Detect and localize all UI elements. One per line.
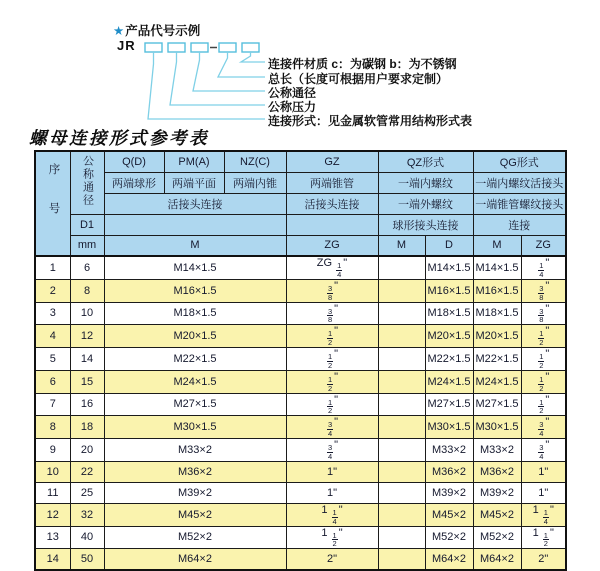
cell-qz-d: M64×2 bbox=[425, 549, 473, 570]
header-conn: 连接 bbox=[473, 214, 566, 235]
cell-mm: 50 bbox=[70, 549, 104, 570]
cell-m: M18×1.5 bbox=[104, 302, 286, 325]
table-row bbox=[35, 482, 566, 503]
cell-mm: 10 bbox=[70, 302, 104, 325]
cell-qz-m bbox=[378, 348, 425, 371]
cell-qg-m: M22×1.5 bbox=[473, 348, 521, 371]
cell-qz-d: M45×2 bbox=[425, 503, 473, 526]
header-m-qz: M bbox=[378, 235, 425, 256]
cell-qg-m: M27×1.5 bbox=[473, 393, 521, 416]
cell-gz-zg: $\frac{1}{2}$ " bbox=[286, 370, 378, 393]
code-box-4 bbox=[219, 43, 236, 52]
header-d-qz: D bbox=[425, 235, 473, 256]
table-row bbox=[35, 393, 566, 416]
cell-seq: 8 bbox=[35, 416, 70, 439]
cell-qz-m bbox=[378, 526, 425, 549]
cell-qg-zg: $\frac{3}{8}$ " bbox=[521, 302, 566, 325]
cell-qg-zg: 1" bbox=[521, 482, 566, 503]
table-row bbox=[35, 256, 566, 279]
code-box-1 bbox=[145, 43, 162, 52]
callout-label-pressure: 公称压力 bbox=[268, 100, 317, 114]
header-nz: NZ(C) bbox=[224, 151, 286, 172]
cell-qg-m: M64×2 bbox=[473, 549, 521, 570]
header-m-main: M bbox=[104, 235, 286, 256]
cell-mm: 8 bbox=[70, 279, 104, 302]
cell-m: M52×2 bbox=[104, 526, 286, 549]
diagram-title bbox=[113, 21, 200, 39]
table-row bbox=[35, 439, 566, 462]
cell-qg-zg: $\frac{1}{2}$ " bbox=[521, 370, 566, 393]
table-row bbox=[35, 302, 566, 325]
header-q-desc: 两端球形 bbox=[104, 172, 164, 193]
cell-gz-zg: $\frac{1}{2}$ " bbox=[286, 325, 378, 348]
cell-qg-m: M52×2 bbox=[473, 526, 521, 549]
cell-qg-zg: $\frac{3}{4}$ " bbox=[521, 416, 566, 439]
cell-m: M33×2 bbox=[104, 439, 286, 462]
code-box-3 bbox=[191, 43, 208, 52]
cell-qg-zg: $\frac{3}{8}$ " bbox=[521, 279, 566, 302]
header-diameter: 公称通径 bbox=[70, 151, 104, 214]
code-box-5 bbox=[242, 43, 259, 52]
cell-qz-m bbox=[378, 393, 425, 416]
header-mm: mm bbox=[70, 235, 104, 256]
cell-seq: 11 bbox=[35, 482, 70, 503]
cell-m: M36×2 bbox=[104, 461, 286, 482]
cell-m: M39×2 bbox=[104, 482, 286, 503]
header-union-conn: 活接头连接 bbox=[104, 193, 286, 214]
cell-qz-m bbox=[378, 503, 425, 526]
cell-mm: 6 bbox=[70, 256, 104, 279]
callout-label-diameter: 公称通径 bbox=[268, 86, 317, 100]
header-qz-desc2: 一端外螺纹 bbox=[378, 193, 473, 214]
cell-qg-m: M24×1.5 bbox=[473, 370, 521, 393]
header-zg-gz: ZG bbox=[286, 235, 378, 256]
cell-m: M20×1.5 bbox=[104, 325, 286, 348]
cell-qz-m bbox=[378, 370, 425, 393]
cell-qz-d: M36×2 bbox=[425, 461, 473, 482]
cell-qz-d: M20×1.5 bbox=[425, 325, 473, 348]
header-ball-conn: 球形接头连接 bbox=[378, 214, 473, 235]
cell-mm: 15 bbox=[70, 370, 104, 393]
cell-seq: 12 bbox=[35, 503, 70, 526]
cell-seq: 7 bbox=[35, 393, 70, 416]
cell-qz-m bbox=[378, 256, 425, 279]
callout-label-length: 总长（长度可根据用户要求定制） bbox=[268, 72, 449, 86]
table-row bbox=[35, 461, 566, 482]
header-d1: D1 bbox=[70, 214, 104, 235]
callout-label-material: 连接件材质 c：为碳钢 b：为不锈钢 bbox=[268, 57, 457, 71]
table-title: 螺母连接形式参考表 bbox=[29, 129, 209, 149]
cell-qz-m bbox=[378, 439, 425, 462]
cell-qz-m bbox=[378, 416, 425, 439]
cell-qg-zg: 1" bbox=[521, 461, 566, 482]
cell-gz-zg: $\frac{3}{8}$ " bbox=[286, 302, 378, 325]
cell-qz-d: M33×2 bbox=[425, 439, 473, 462]
table-row bbox=[35, 325, 566, 348]
cell-gz-zg: ZG $\frac{1}{4}$ " bbox=[286, 256, 378, 279]
cell-mm: 25 bbox=[70, 482, 104, 503]
cell-seq: 9 bbox=[35, 439, 70, 462]
cell-gz-zg: $\frac{3}{4}$ " bbox=[286, 416, 378, 439]
cell-qg-zg: $\frac{3}{4}$ " bbox=[521, 439, 566, 462]
header-spacer-left bbox=[104, 214, 286, 235]
cell-qg-m: M14×1.5 bbox=[473, 256, 521, 279]
cell-qg-m: M20×1.5 bbox=[473, 325, 521, 348]
header-zg-qg: ZG bbox=[521, 235, 566, 256]
cell-seq: 4 bbox=[35, 325, 70, 348]
cell-m: M45×2 bbox=[104, 503, 286, 526]
cell-qz-d: M22×1.5 bbox=[425, 348, 473, 371]
cell-seq: 14 bbox=[35, 549, 70, 570]
cell-qz-m bbox=[378, 461, 425, 482]
cell-m: M14×1.5 bbox=[104, 256, 286, 279]
callout-line-diameter bbox=[193, 52, 265, 91]
cell-gz-zg: $\frac{3}{8}$ " bbox=[286, 279, 378, 302]
cell-gz-zg: 1 $\frac{1}{2}$ " bbox=[286, 526, 378, 549]
cell-mm: 40 bbox=[70, 526, 104, 549]
nut-connection-table bbox=[34, 150, 567, 571]
cell-qg-zg: 2" bbox=[521, 549, 566, 570]
cell-qg-m: M18×1.5 bbox=[473, 302, 521, 325]
cell-qg-zg: $\frac{1}{2}$ " bbox=[521, 393, 566, 416]
cell-gz-zg: 1" bbox=[286, 482, 378, 503]
cell-qg-m: M30×1.5 bbox=[473, 416, 521, 439]
diagram-title-text: 产品代号示例 bbox=[125, 24, 201, 38]
table-row bbox=[35, 370, 566, 393]
header-pm: PM(A) bbox=[164, 151, 224, 172]
header-seq: 序号 bbox=[35, 151, 70, 256]
cell-mm: 22 bbox=[70, 461, 104, 482]
cell-qg-m: M45×2 bbox=[473, 503, 521, 526]
header-qg-desc2: 一端锥管螺纹接头 bbox=[473, 193, 566, 214]
cell-qg-zg: $\frac{1}{2}$ " bbox=[521, 325, 566, 348]
code-prefix: JR bbox=[117, 38, 136, 53]
header-qz-desc1: 一端内螺纹 bbox=[378, 172, 473, 193]
cell-seq: 10 bbox=[35, 461, 70, 482]
cell-gz-zg: 1 $\frac{1}{4}$ " bbox=[286, 503, 378, 526]
cell-qz-m bbox=[378, 325, 425, 348]
cell-seq: 2 bbox=[35, 279, 70, 302]
cell-gz-zg: $\frac{1}{2}$ " bbox=[286, 393, 378, 416]
cell-seq: 1 bbox=[35, 256, 70, 279]
cell-seq: 6 bbox=[35, 370, 70, 393]
header-gz-union-conn: 活接头连接 bbox=[286, 193, 378, 214]
cell-mm: 32 bbox=[70, 503, 104, 526]
header-gz-desc: 两端锥管 bbox=[286, 172, 378, 193]
table-row bbox=[35, 526, 566, 549]
cell-qz-d: M24×1.5 bbox=[425, 370, 473, 393]
cell-qz-m bbox=[378, 279, 425, 302]
cell-qz-d: M52×2 bbox=[425, 526, 473, 549]
cell-m: M22×1.5 bbox=[104, 348, 286, 371]
cell-qg-zg: 1 $\frac{1}{2}$ " bbox=[521, 526, 566, 549]
cell-seq: 3 bbox=[35, 302, 70, 325]
cell-mm: 16 bbox=[70, 393, 104, 416]
callout-line-material bbox=[241, 52, 265, 62]
header-qg-desc1: 一端内螺纹活接头 bbox=[473, 172, 566, 193]
table-row bbox=[35, 503, 566, 526]
cell-qz-m bbox=[378, 482, 425, 503]
header-q: Q(D) bbox=[104, 151, 164, 172]
callout-label-form: 连接形式：见金属软管常用结构形式表 bbox=[268, 114, 473, 128]
header-qg: QG形式 bbox=[473, 151, 566, 172]
cell-qg-zg: $\frac{1}{2}$ " bbox=[521, 348, 566, 371]
cell-qg-m: M16×1.5 bbox=[473, 279, 521, 302]
cell-qg-m: M36×2 bbox=[473, 461, 521, 482]
cell-qz-d: M39×2 bbox=[425, 482, 473, 503]
cell-gz-zg: 2" bbox=[286, 549, 378, 570]
cell-gz-zg: 1" bbox=[286, 461, 378, 482]
cell-gz-zg: $\frac{3}{4}$ " bbox=[286, 439, 378, 462]
cell-qz-d: M18×1.5 bbox=[425, 302, 473, 325]
star-icon: ★ bbox=[113, 24, 125, 38]
cell-m: M24×1.5 bbox=[104, 370, 286, 393]
cell-m: M64×2 bbox=[104, 549, 286, 570]
cell-qz-d: M30×1.5 bbox=[425, 416, 473, 439]
table-row bbox=[35, 416, 566, 439]
cell-qz-d: M16×1.5 bbox=[425, 279, 473, 302]
cell-m: M27×1.5 bbox=[104, 393, 286, 416]
cell-qz-d: M27×1.5 bbox=[425, 393, 473, 416]
callout-line-length bbox=[218, 52, 265, 77]
callout-line-pressure bbox=[170, 52, 265, 105]
code-box-2 bbox=[168, 43, 185, 52]
header-m-qg: M bbox=[473, 235, 521, 256]
cell-qg-zg: 1 $\frac{1}{4}$ " bbox=[521, 503, 566, 526]
header-nz-desc: 两端内锥 bbox=[224, 172, 286, 193]
cell-qz-d: M14×1.5 bbox=[425, 256, 473, 279]
cell-qg-m: M33×2 bbox=[473, 439, 521, 462]
cell-qg-zg: $\frac{1}{4}$ " bbox=[521, 256, 566, 279]
cell-mm: 18 bbox=[70, 416, 104, 439]
table-row bbox=[35, 348, 566, 371]
header-qz: QZ形式 bbox=[378, 151, 473, 172]
cell-m: M30×1.5 bbox=[104, 416, 286, 439]
cell-mm: 14 bbox=[70, 348, 104, 371]
cell-qg-m: M39×2 bbox=[473, 482, 521, 503]
cell-seq: 13 bbox=[35, 526, 70, 549]
cell-m: M16×1.5 bbox=[104, 279, 286, 302]
cell-gz-zg: $\frac{1}{2}$ " bbox=[286, 348, 378, 371]
table-body bbox=[35, 256, 566, 570]
table-row bbox=[35, 279, 566, 302]
cell-seq: 5 bbox=[35, 348, 70, 371]
cell-mm: 12 bbox=[70, 325, 104, 348]
cell-mm: 20 bbox=[70, 439, 104, 462]
header-pm-desc: 两端平面 bbox=[164, 172, 224, 193]
header-gz: GZ bbox=[286, 151, 378, 172]
header-spacer-gz bbox=[286, 214, 378, 235]
cell-qz-m bbox=[378, 302, 425, 325]
